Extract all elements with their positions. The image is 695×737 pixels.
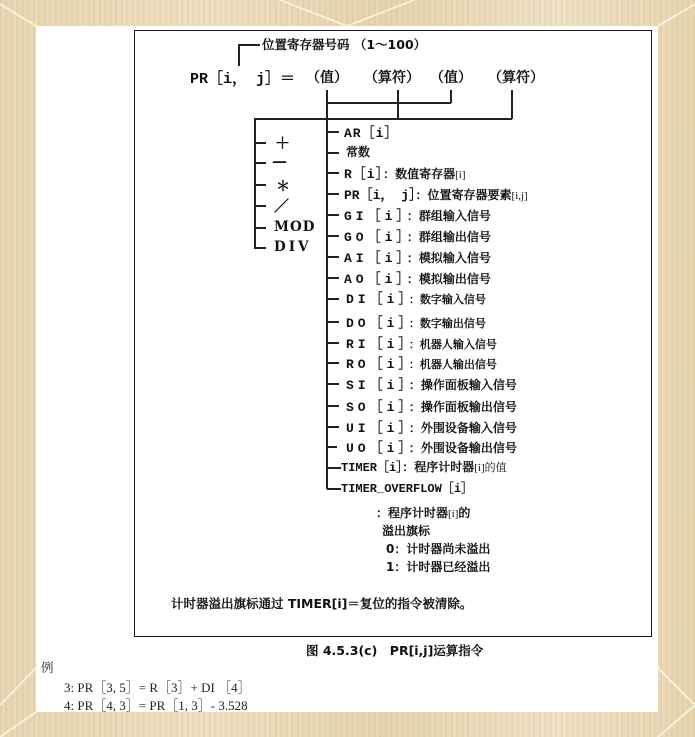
figure-caption: 图 4.5.3(c) PR[i,j]运算指令	[306, 643, 484, 658]
operator-tick	[254, 142, 266, 144]
value-item-uo: UO［i］：外围设备输出信号	[346, 441, 517, 456]
operator-tick	[254, 247, 266, 249]
example-line-4: 4: PR［4, 3］= PR［1, 3］- 3.528	[64, 698, 248, 713]
value-item-gi: GI［i］：群组输入信号	[344, 209, 491, 224]
value-item-constant: 常数	[346, 145, 371, 159]
value-tick	[327, 446, 337, 448]
value-tick	[327, 152, 339, 154]
operator-div: DIV	[274, 239, 312, 255]
value-item-timer-overflow: TIMER_OVERFLOW［i］	[341, 482, 474, 496]
value-tick	[327, 235, 339, 237]
example-label: 例	[41, 661, 54, 675]
value-item-si: SI［i］：操作面板输入信号	[346, 378, 517, 393]
operator-tick	[254, 184, 266, 186]
value-item-pr: PR［i， j］：位置寄存器要素[i,j]	[344, 188, 528, 203]
index-connector-horizontal	[238, 44, 260, 46]
formula-operator-1: （算符）	[364, 70, 420, 86]
value-item-ao: AO［i］：模拟输出信号	[344, 272, 491, 287]
value-tick	[327, 277, 339, 279]
value-item-ai: AI［i］：模拟输入信号	[344, 251, 491, 266]
value-tick	[327, 342, 339, 344]
operator-tick	[254, 162, 266, 164]
figure-footnote: 计时器溢出旗标通过 TIMER[i]＝复位的指令被清除。	[171, 596, 473, 611]
formula-lhs: PR［i， j］＝	[190, 71, 296, 88]
operators-joiner	[254, 118, 512, 120]
operator-minus: —	[272, 152, 287, 170]
overflow-note-line4: 1：计时器已经溢出	[386, 560, 491, 574]
formula-value-2: （值）	[430, 70, 472, 86]
value-item-ui: UI［i］：外围设备输入信号	[346, 421, 517, 436]
overflow-note-line3: 0：计时器尚未溢出	[386, 542, 491, 556]
operator-tick	[254, 205, 266, 207]
example-line-3: 3: PR［3, 5］= R［3］+ DI ［4］	[64, 680, 251, 695]
value-tick	[327, 256, 339, 258]
index-label: 位置寄存器号码 （1～100）	[262, 37, 427, 52]
overflow-note-line2: 溢出旗标	[382, 524, 431, 538]
value-item-do: DO［i］：数字输出信号	[346, 316, 486, 331]
value-item-ro: RO［i］：机器人输出信号	[346, 357, 497, 372]
operator-mod: MOD	[274, 219, 316, 235]
value-tick	[327, 488, 341, 490]
overflow-note-line1: ：程序计时器[i]的	[376, 506, 471, 520]
index-connector-vertical	[238, 44, 240, 66]
value-tick	[327, 172, 339, 174]
operators-bracket	[254, 118, 256, 248]
operator-divide: ／	[274, 197, 290, 215]
operator1-connector	[397, 90, 399, 119]
value-tick	[327, 321, 339, 323]
operator-tick	[254, 227, 266, 229]
operator2-connector	[511, 90, 513, 119]
value1-connector	[326, 90, 328, 489]
value-tick	[327, 383, 339, 385]
values-joiner	[326, 102, 451, 104]
value-item-ar: AR［i］	[344, 126, 399, 141]
value-item-di: DI［i］：数字输入信号	[346, 292, 486, 307]
value-tick	[327, 193, 339, 195]
value-item-r: R［i］：数值寄存器[i]	[344, 167, 466, 182]
value-tick	[327, 467, 341, 469]
value-tick	[327, 362, 339, 364]
value-tick	[327, 131, 339, 133]
value-item-so: SO［i］：操作面板输出信号	[346, 400, 517, 415]
value-tick	[327, 405, 339, 407]
value-item-timer: TIMER［i］：程序计时器[i]的值	[341, 460, 507, 475]
formula-value-1: （值）	[306, 70, 348, 86]
value-item-go: GO［i］：群组输出信号	[344, 230, 491, 245]
formula-operator-2: （算符）	[488, 70, 544, 86]
value-tick	[327, 298, 339, 300]
operator-plus: ＋	[275, 134, 291, 152]
value-item-ri: RI［i］：机器人输入信号	[346, 337, 497, 352]
operator-multiply: ＊	[276, 179, 290, 195]
value-tick	[327, 214, 339, 216]
value-tick	[327, 426, 339, 428]
